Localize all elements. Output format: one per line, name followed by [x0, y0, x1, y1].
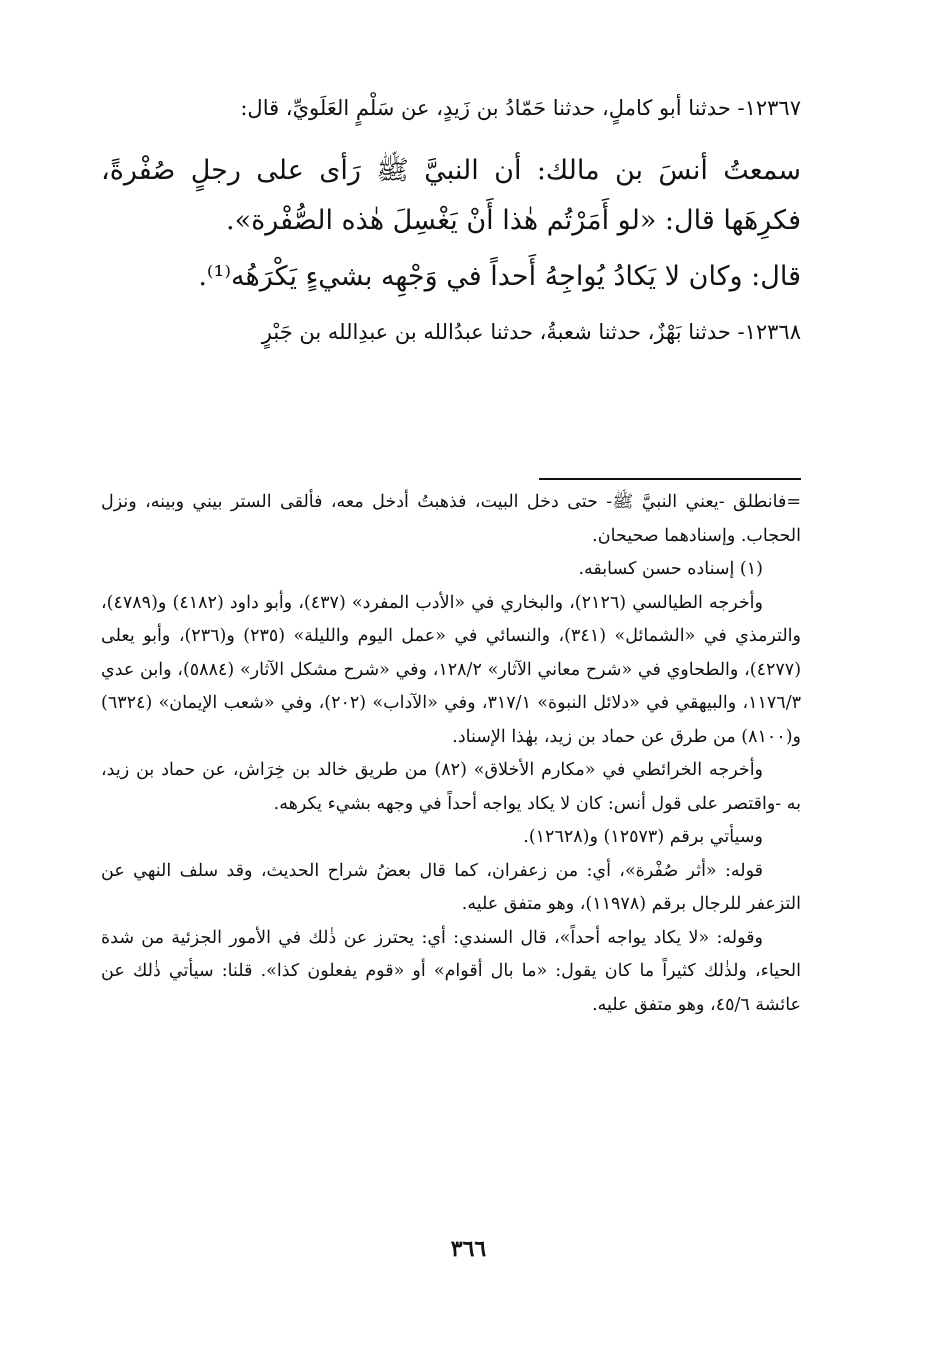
- hadith-12368-isnad: ١٢٣٦٨- حدثنا بَهْزٌ، حدثنا شعبةُ، حدثنا عبدُالله بن عبدِالله بن جَبْرٍ: [261, 320, 801, 344]
- page-number: ٣٦٦: [450, 1236, 487, 1262]
- footnote-takhrij-2: وأخرجه الخرائطي في «مكارم الأخلاق» (٨٢) من طريق خالد بن خِرَاش، عن حماد بن زيد، به -واقتصر على قول أنس: كان لا يكاد يواجه أحداً في وجهه بشيء يكرهه.: [101, 760, 801, 814]
- hadith-12367-isnad: ١٢٣٦٧- حدثنا أبو كاملٍ، حدثنا حَمّادُ بن زَيدٍ، عن سَلْمٍ العَلَويِّ، قال:: [240, 96, 801, 120]
- footnote-explanation-2: وقوله: «لا يكاد يواجه أحداً»، قال السندي: أي: يحترز عن ذٰلك في الأمور الجزئية من شدة الحياء، ولذٰلك كثيراً ما كان يقول: «ما بال أقوام» أو «قوم يفعلون كذا». قلنا: سيأتي ذٰلك عن عائشة ٤٥/٦، وهو متفق عليه.: [101, 927, 801, 1015]
- footnote-takhrij-1: وأخرجه الطيالسي (٢١٢٦)، والبخاري في «الأدب المفرد» (٤٣٧)، وأبو داود (٤١٨٢) و(٤٧٨٩)، والترمذي في «الشمائل» (٣٤١)، والنسائي في «عمل اليوم والليلة» (٢٣٥) و(٢٣٦)، وأبو يعلى (٤٢٧٧)، والطحاوي في «شرح معاني الآثار» ١٢٨/٢، وفي «شرح مشكل الآثار» (٥٨٨٤)، وابن عدي ١١٧٦/٣، والبيهقي في «دلائل النبوة» ٣١٧/١، وفي «الآداب» (٢٠٢)، وفي «شعب الإيمان» (٦٣٢٤) و(٨١٠٠) من طرق عن حماد بن زيد، بهٰذا الإسناد.: [101, 592, 802, 747]
- hadith-matn-1: سمعتُ أنسَ بن مالك: أن النبيَّ ﷺ رَأى على رجلٍ صُفْرةً، فكرِهَها قال: «لو أَمَرْتُم هٰذا أَنْ يَغْسِلَ هٰذه الصُّفْرة».: [101, 155, 801, 236]
- footnote-explanation-1: قوله: «أثر صُفْرة»، أي: من زعفران، كما قال بعضُ شراح الحديث، وقد سلف النهي عن التزعفر للرجال برقم (١١٩٧٨)، وهو متفق عليه.: [101, 860, 801, 914]
- hadith-matn-2: قال: وكان لا يَكادُ يُواجِهُ أَحداً في وَجْهِه بشيءٍ يَكْرَهُه⁽¹⁾.: [198, 261, 801, 292]
- footnote-see-also: وسيأتي برقم (١٢٥٧٣) و(١٢٦٢٨).: [523, 827, 763, 847]
- footnotes: [101, 486, 801, 1022]
- main-text: [101, 92, 801, 348]
- footnote-separator: [539, 478, 801, 480]
- footnote-continuation: =فانطلق -يعني النبيَّ ﷺ- حتى دخل البيت، فذهبتُ أدخل معه، فألقى الستر بيني وبينه، ونزل الحجاب. وإسنادهما صحيحان.: [101, 492, 801, 546]
- footnote-1: (١) إسناده حسن كسابقه.: [578, 559, 763, 579]
